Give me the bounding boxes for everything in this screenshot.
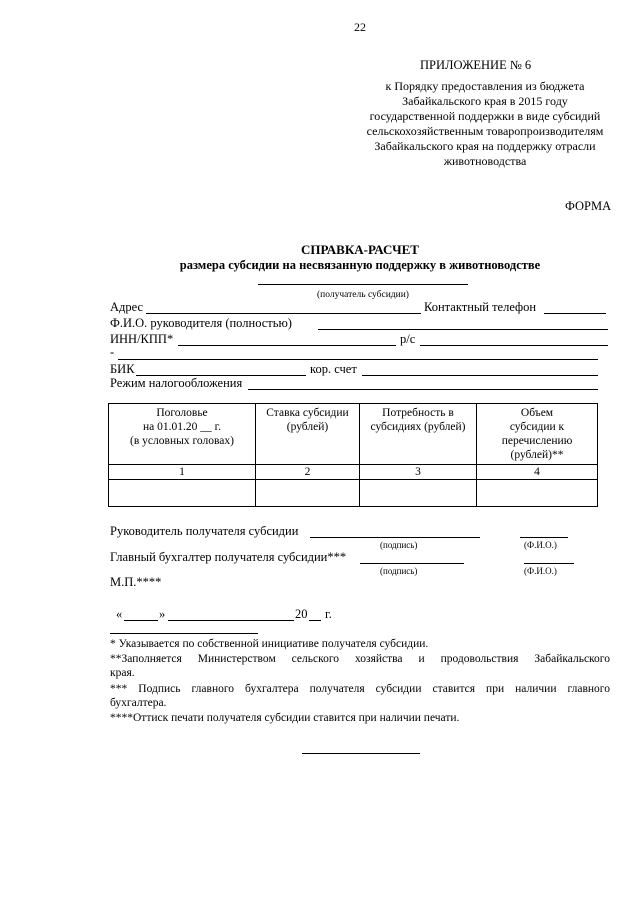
header-cell-need <box>360 404 477 465</box>
bottom-separator <box>302 753 420 754</box>
director-name-input-line[interactable] <box>318 329 608 330</box>
column-number: 3 <box>360 465 477 480</box>
footnote-2-cont: края. <box>110 667 135 679</box>
header-text: (в условных головах) <box>130 435 234 447</box>
form-label: ФОРМА <box>565 199 612 213</box>
stamp-label: М.П.**** <box>110 575 162 589</box>
header-text: Ставка субсидии <box>266 407 349 419</box>
header-text: субсидии к <box>509 421 565 433</box>
corr-account-label: кор. счет <box>310 362 357 376</box>
header-text: перечислению <box>501 435 573 447</box>
table-cell-volume[interactable] <box>477 480 598 507</box>
header-text: на 01.01.20 __ г. <box>143 421 221 433</box>
signature-caption: (подпись) <box>380 566 418 576</box>
header-text: (рублей)** <box>510 449 564 461</box>
phone-label: Контактный телефон <box>424 300 537 314</box>
table-cell-livestock[interactable] <box>109 480 256 507</box>
name-caption: (Ф.И.О.) <box>524 540 557 550</box>
name-caption: (Ф.И.О.) <box>524 566 557 576</box>
header-cell-livestock <box>109 404 256 465</box>
header-cell-volume <box>477 404 598 465</box>
date-month-line[interactable] <box>168 620 294 621</box>
corr-account-input-line[interactable] <box>362 375 598 376</box>
header-text: (рублей) <box>286 421 329 433</box>
account-input-line[interactable] <box>420 345 608 346</box>
column-number: 4 <box>477 465 598 480</box>
date-open-quote: « <box>116 607 123 621</box>
date-year-suffix: г. <box>325 607 332 621</box>
footnote-2: **Заполняется Министерством сельского хозяйства и продовольствия Забайкальского <box>110 653 610 665</box>
footnote-3: *** Подпись главного бухгалтера получателя субсидии ставится при наличии главного <box>110 683 610 695</box>
dash-mark: - <box>110 345 115 359</box>
extra-input-line[interactable] <box>118 359 598 360</box>
inn-kpp-input-line[interactable] <box>178 345 396 346</box>
head-signature-label: Руководитель получателя субсидии <box>110 524 299 538</box>
accountant-name-line[interactable] <box>524 563 574 564</box>
date-year-prefix: 20 <box>295 607 308 621</box>
appendix-title: ПРИЛОЖЕНИЕ № 6 <box>420 58 532 72</box>
tax-mode-input-line[interactable] <box>248 389 598 390</box>
date-year-line[interactable] <box>309 620 321 621</box>
phone-input-line[interactable] <box>544 313 606 314</box>
date-close-quote: » <box>159 607 166 621</box>
table-row <box>109 480 598 507</box>
appendix-line: животноводства <box>443 154 527 168</box>
table-cell-need[interactable] <box>360 480 477 507</box>
appendix-line: сельскохозяйственным товаропроизводителям <box>366 124 604 138</box>
signature-caption: (подпись) <box>380 540 418 550</box>
footnote-3-cont: бухгалтера. <box>110 697 167 709</box>
footnote-4: ****Оттиск печати получателя субсидии ставится при наличии печати. <box>110 712 460 724</box>
inn-kpp-label: ИНН/КПП* <box>110 332 174 346</box>
recipient-input-line[interactable] <box>258 284 468 285</box>
column-number: 1 <box>109 465 256 480</box>
table-cell-rate[interactable] <box>256 480 360 507</box>
header-cell-rate <box>256 404 360 465</box>
appendix-line: Забайкальского края в 2015 году <box>402 94 568 108</box>
footnote-1: * Указывается по собственной инициативе получателя субсидии. <box>110 638 429 650</box>
subsidy-table <box>108 403 598 507</box>
tax-mode-label: Режим налогообложения <box>110 376 243 390</box>
appendix-line: государственной поддержки в виде субсидий <box>369 109 601 123</box>
accountant-signature-label: Главный бухгалтер получателя субсидии*** <box>110 550 347 564</box>
bik-label: БИК <box>110 362 135 376</box>
document-title: СПРАВКА-РАСЧЕТ <box>301 242 419 257</box>
account-label: р/с <box>400 332 416 346</box>
recipient-caption: (получатель субсидии) <box>317 290 409 300</box>
head-signature-line[interactable] <box>310 537 480 538</box>
address-input-line[interactable] <box>146 313 421 314</box>
head-name-line[interactable] <box>520 537 568 538</box>
director-name-label: Ф.И.О. руководителя (полностью) <box>110 316 292 330</box>
date-day-line[interactable] <box>124 620 158 621</box>
address-label: Адрес <box>110 300 144 314</box>
document-subtitle: размера субсидии на несвязанную поддержку в животноводстве <box>179 258 541 272</box>
appendix-text <box>330 79 640 169</box>
header-text: Потребность в <box>382 407 454 419</box>
header-text: Поголовье <box>156 407 208 419</box>
header-text: Объем <box>520 407 554 419</box>
header-text: субсидиях (рублей) <box>370 421 466 433</box>
appendix-line: к Порядку предоставления из бюджета <box>385 79 585 93</box>
page-number: 22 <box>354 20 366 34</box>
column-number: 2 <box>256 465 360 480</box>
table-header-row <box>109 404 598 465</box>
footnote-separator <box>110 633 258 634</box>
appendix-line: Забайкальского края на поддержку отрасли <box>374 139 596 153</box>
accountant-signature-line[interactable] <box>360 563 464 564</box>
table-number-row <box>109 465 598 480</box>
